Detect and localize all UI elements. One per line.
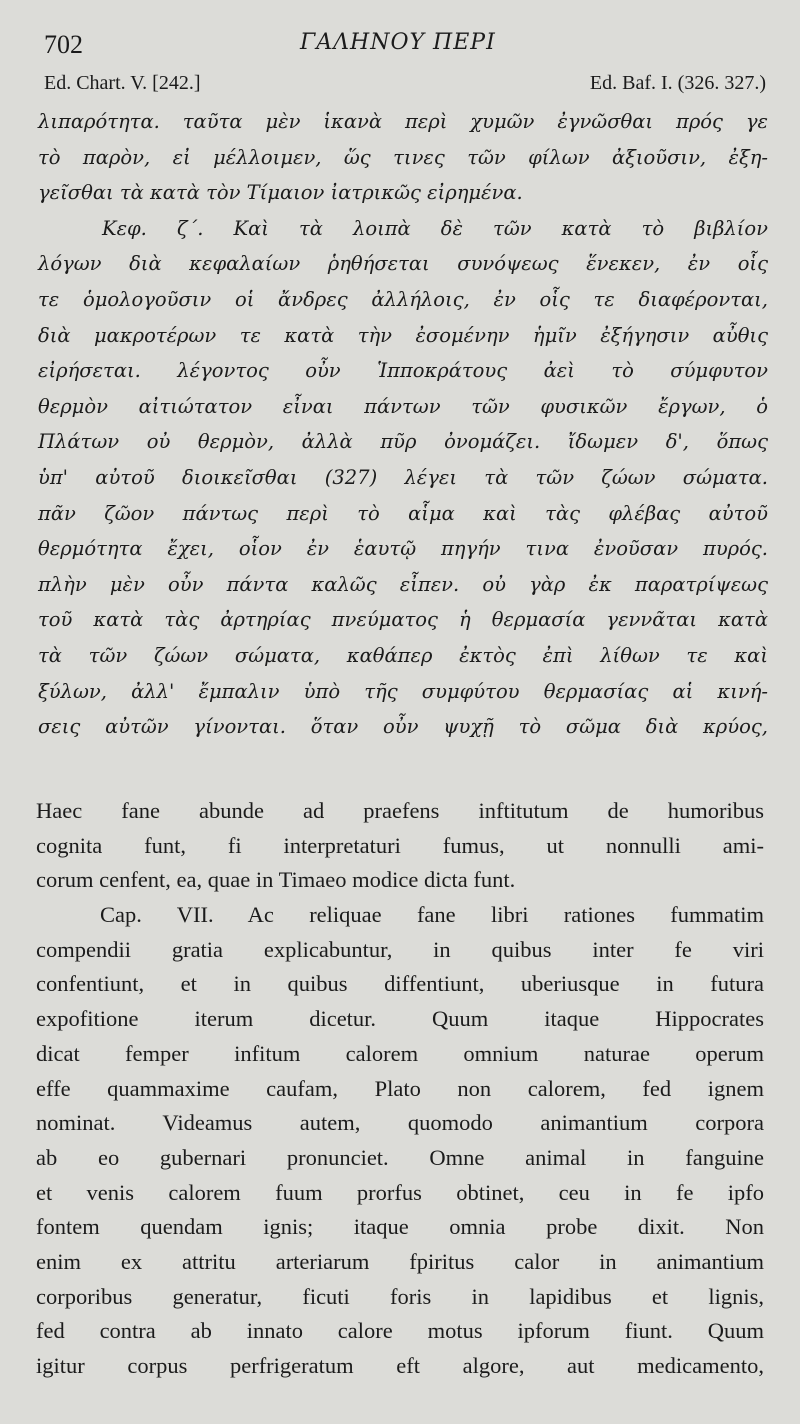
edition-reference-left: Ed. Chart. V. [242.] (44, 72, 201, 94)
latin-line: dicat femper infitum calorem omnium naturae operum (36, 1040, 764, 1066)
latin-line: corum cenfent, ea, quae in Timaeo modice dicta funt. (36, 867, 516, 893)
greek-line: θερμὸν αἰτιώτατον εἶναι πάντων τῶν φυσικῶν ἔργων, ὁ (38, 394, 768, 418)
latin-line: effe quammaxime caufam, Plato non calorem, fed ignem (36, 1075, 764, 1101)
greek-line: Πλάτων οὐ θερμὸν, ἀλλὰ πῦρ ὀνομάζει. ἴδωμεν δ', ὅπως (38, 430, 768, 454)
greek-line: εἰρήσεται. λέγοντος οὖν Ἱπποκράτους ἀεὶ τὸ σύμφυτον (38, 359, 768, 383)
running-title: ΓΑΛΗΝΟΥ ΠΕΡΙ (300, 30, 496, 55)
greek-line: διὰ μακροτέρων τε κατὰ τὴν ἐσομένην ἡμῖν ἐξήγησιν αὖθις (38, 323, 768, 347)
latin-line: Haec fane abunde ad praefens inftitutum de humoribus (36, 798, 764, 823)
page-number: 702 (44, 30, 83, 59)
greek-line: πᾶν ζῶον πάντως περὶ τὸ αἷμα καὶ τὰς φλέβας αὐτοῦ (38, 501, 768, 525)
latin-text-block (36, 794, 764, 1384)
greek-line: γεῖσθαι τὰ κατὰ τὸν Τίμαιον ἰατρικῶς εἰρημένα. (38, 181, 523, 205)
greek-chapter-heading-line: Κεφ. ζ΄. Καὶ τὰ λοιπὰ δὲ τῶν κατὰ τὸ βιβλίον (102, 216, 768, 240)
greek-line: σεις αὐτῶν γίνονται. ὅταν οὖν ψυχῇ τὸ σῶμα διὰ κρύος, (38, 715, 768, 739)
greek-line: τὸ παρὸν, εἰ μέλλοιμεν, ὥς τινες τῶν φίλων ἀξιοῦσιν, ἐξη- (38, 145, 768, 169)
latin-line: fontem quendam ignis; itaque omnia probe dixit. Non (36, 1214, 764, 1240)
page-header (0, 0, 800, 100)
latin-chapter-heading-line: Cap. VII. Ac reliquae fane libri rationes fummatim (100, 902, 764, 928)
latin-line: ab eo gubernari pronunciet. Omne animal in fanguine (36, 1144, 764, 1170)
latin-line: fed contra ab innato calore motus ipforum fiunt. Quum (36, 1318, 764, 1344)
greek-text-block (38, 104, 768, 745)
edition-reference-right: Ed. Baf. I. (326. 327.) (589, 72, 766, 94)
greek-line: τὰ τῶν ζώων σώματα, καθάπερ ἐκτὸς ἐπὶ λίθων τε καὶ (38, 643, 768, 667)
latin-line: corporibus generatur, ficuti foris in lapidibus et lignis, (36, 1283, 764, 1309)
greek-line: τοῦ κατὰ τὰς ἀρτηρίας πνεύματος ἡ θερμασία γεννᾶται κατὰ (38, 608, 768, 632)
greek-line: λιπαρότητα. ταῦτα μὲν ἱκανὰ περὶ χυμῶν ἐγνῶσθαι πρός γε (38, 110, 768, 133)
greek-line: ὑπ' αὐτοῦ διοικεῖσθαι (327) λέγει τὰ τῶν ζώων σώματα. (38, 465, 768, 489)
greek-line: πλὴν μὲν οὖν πάντα καλῶς εἶπεν. οὐ γὰρ ἐκ παρατρίψεως (38, 572, 768, 596)
greek-line: θερμότητα ἔχει, οἷον ἐν ἑαυτῷ πηγήν τινα ἐνοῦσαν πυρός. (38, 537, 768, 561)
greek-line: τε ὁμολογοῦσιν οἱ ἄνδρες ἀλλήλοις, ἐν οἷς τε διαφέρονται, (38, 287, 768, 311)
greek-line: ξύλων, ἀλλ' ἔμπαλιν ὑπὸ τῆς συμφύτου θερμασίας αἱ κινή- (38, 679, 768, 703)
latin-line: enim ex attritu arteriarum fpiritus calor in animantium (36, 1248, 764, 1274)
latin-line: compendii gratia explicabuntur, in quibus inter fe viri (36, 936, 764, 962)
latin-line: et venis calorem fuum prorfus obtinet, ceu in fe ipfo (36, 1179, 764, 1205)
greek-line: λόγων διὰ κεφαλαίων ῥηθήσεται συνόψεως ἕνεκεν, ἐν οἷς (38, 252, 768, 276)
latin-line: confentiunt, et in quibus diffentiunt, uberiusque in futura (36, 971, 764, 997)
latin-line: igitur corpus perfrigeratum eft algore, aut medicamento, (36, 1353, 764, 1378)
latin-line: nominat. Videamus autem, quomodo animantium corpora (36, 1110, 764, 1136)
latin-line: expofitione iterum dicetur. Quum itaque Hippocrates (36, 1006, 764, 1032)
latin-line: cognita funt, fi interpretaturi fumus, ut nonnulli ami- (36, 832, 764, 858)
